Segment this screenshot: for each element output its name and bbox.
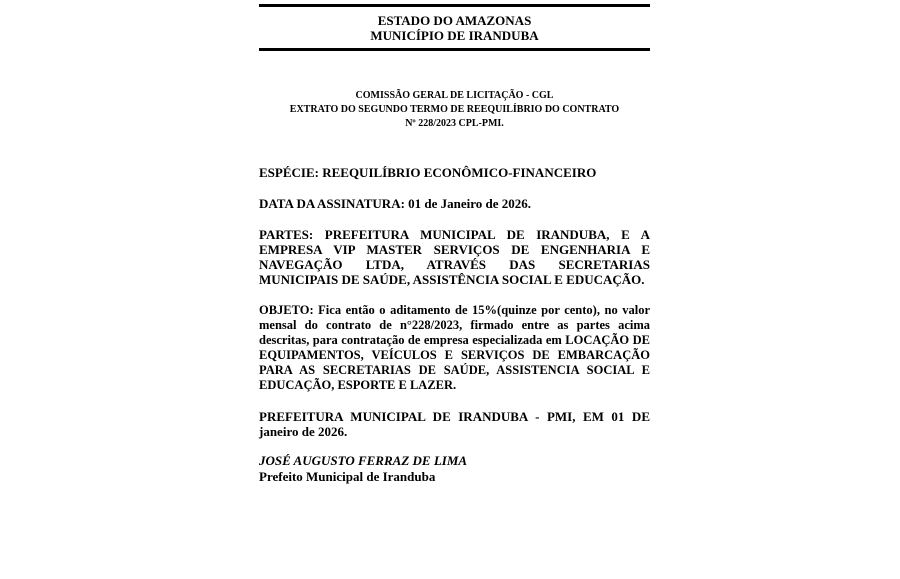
document-page xyxy=(259,4,650,484)
object-paragraph: OBJETO: Fica então o aditamento de 15%(quinze por cento), no valor mensal do contrato de n°228/2023, firmado entre as partes acima descritas, para contratação de empresa especializada em LOCAÇÃO DE EQUIPAMENTOS, VEÍCULOS E SERVIÇOS DE EMBARCAÇÃO PARA AS SECRETARIAS DE SAÚDE, ASSISTENCIA SOCIAL E EDUCAÇÃO, ESPORTE E LAZER. xyxy=(259,303,650,392)
contract-number: Nº 228/2023 CPL-PMI. xyxy=(405,118,504,129)
signing-date-paragraph: DATA DA ASSINATURA: 01 de Janeiro de 2026. xyxy=(259,196,532,211)
municipality-name: MUNICÍPIO DE IRANDUBA xyxy=(370,28,539,43)
parties-paragraph: PARTES: PREFEITURA MUNICIPAL DE IRANDUBA, E A EMPRESA VIP MASTER SERVIÇOS DE ENGENHARIA E NAVEGAÇÃO LTDA, ATRAVÉS DAS SECRETARIAS MUNICIPAIS DE SAÚDE, ASSISTÊNCIA SOCIAL E EDUCAÇÃO. xyxy=(259,227,650,287)
commission-title: COMISSÃO GERAL DE LICITAÇÃO - CGL xyxy=(355,90,554,101)
especie-paragraph: ESPÉCIE: REEQUILÍBRIO ECONÔMICO-FINANCEIRO xyxy=(259,165,597,180)
bottom-rule xyxy=(259,48,650,51)
document-body xyxy=(259,165,650,484)
signatory-title: Prefeito Municipal de Iranduba xyxy=(259,469,436,484)
signatory-name: JOSÉ AUGUSTO FERRAZ DE LIMA xyxy=(259,453,468,468)
extract-title: EXTRATO DO SEGUNDO TERMO DE REEQUILÍBRIO DO CONTRATO xyxy=(289,104,620,115)
commission-block xyxy=(259,89,650,131)
closing-paragraph: PREFEITURA MUNICIPAL DE IRANDUBA - PMI, EM 01 DE janeiro de 2026. xyxy=(259,409,650,439)
state-name: ESTADO DO AMAZONAS xyxy=(377,13,532,28)
document-header xyxy=(259,7,650,48)
